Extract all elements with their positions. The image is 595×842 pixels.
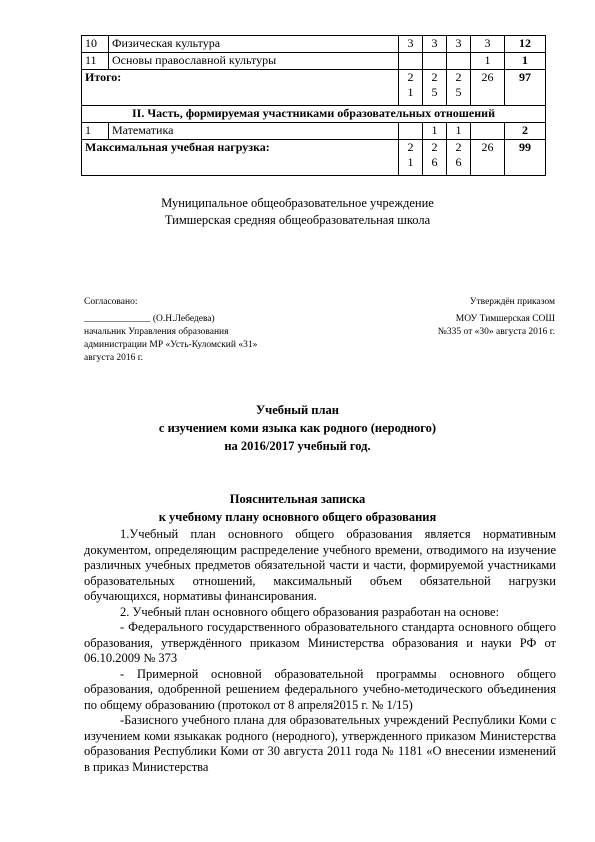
approved-block	[355, 296, 555, 339]
max-col4: 26	[471, 140, 505, 176]
itogo-col1-bottom: 1	[407, 85, 414, 99]
max-col2-bottom: 6	[431, 155, 438, 169]
plan-title-line-3: на 2016/2017 учебный год.	[224, 439, 371, 453]
note-body	[84, 527, 556, 775]
total-hours: 12	[505, 36, 546, 53]
plan-title-line-2: с изучением коми языка как родного (неродного)	[158, 421, 437, 435]
approved-school: МОУ Тимшерская СОШ	[455, 314, 555, 324]
paragraph: 1.Учебный план основного общего образования является нормативным документом, определяющим распределение учебного времени, отводимого на изучение различных учебных предметов обязательной части и части, формируемой участниками образовательных отношений, максимальный объем обязательной нагрузки обучающихся, нормативы финансирования.	[84, 527, 556, 603]
part2-header-row	[82, 106, 546, 123]
max-col3-top: 2	[455, 140, 462, 154]
school-line-1: Муниципальное общеобразовательное учреждение	[161, 196, 434, 210]
max-col3	[447, 140, 471, 176]
curriculum-table	[81, 35, 546, 176]
table-row	[82, 123, 546, 140]
approval-position: начальник Управления образования	[84, 327, 229, 337]
grade-8-hours: 1	[471, 53, 505, 70]
approval-admin: администрации МР «Усть-Куломский «31»	[84, 340, 258, 350]
subject-name: Основы православной культуры	[109, 53, 399, 70]
grade-6-hours	[423, 53, 447, 70]
approval-signature: ______________ (О.Н.Лебедева)	[84, 314, 215, 324]
itogo-col4: 26	[471, 70, 505, 106]
part2-header: II. Часть, формируемая участниками образовательных отношений	[82, 106, 546, 123]
grade-5-hours: 3	[399, 36, 423, 53]
max-col2	[423, 140, 447, 176]
plan-title-line-1: Учебный план	[256, 403, 339, 417]
plan-title	[0, 401, 595, 455]
grade-5-hours	[399, 53, 423, 70]
approved-heading: Утверждён приказом	[469, 297, 555, 307]
grade-7-hours	[447, 53, 471, 70]
paragraph: 2. Учебный план основного общего образования разработан на основе:	[120, 604, 500, 619]
subject-name: Физическая культура	[109, 36, 399, 53]
itogo-row	[82, 70, 546, 106]
row-number: 1	[82, 123, 109, 140]
grade-7-hours: 1	[447, 123, 471, 140]
max-load-label: Максимальная учебная нагрузка:	[82, 140, 399, 176]
grade-8-hours	[471, 123, 505, 140]
row-number: 11	[82, 53, 109, 70]
itogo-col2	[423, 70, 447, 106]
max-total: 99	[505, 140, 546, 176]
paragraph: - Федерального государственного образовательного стандарта основного общего образования, утверждённого приказом Министерства образования и науки РФ от 06.10.2009 № 373	[84, 620, 556, 665]
itogo-col3-bottom: 5	[455, 85, 462, 99]
itogo-col1	[399, 70, 423, 106]
approval-heading: Согласовано:	[84, 297, 138, 307]
max-load-row	[82, 140, 546, 176]
itogo-col3-top: 2	[455, 70, 462, 84]
max-col2-top: 2	[431, 140, 438, 154]
note-title-line-2: к учебному плану основного общего образования	[158, 510, 437, 524]
grade-7-hours: 3	[447, 36, 471, 53]
grade-5-hours	[399, 123, 423, 140]
subject-name: Математика	[109, 123, 399, 140]
note-title-line-1: Пояснительная записка	[229, 492, 366, 506]
itogo-col2-top: 2	[431, 70, 438, 84]
max-col3-bottom: 6	[455, 155, 462, 169]
total-hours: 1	[505, 53, 546, 70]
approval-block	[84, 296, 344, 365]
note-title	[0, 490, 595, 526]
grade-6-hours: 3	[423, 36, 447, 53]
paragraph: -Базисного учебного плана для образовательных учреждений Республики Коми с изучением коми языкакак родного (неродного), утвержденного приказом Министерства образования Республики Коми от 30 августа 2011 года № 1181 «О внесении изменений в приказ Министерства	[84, 713, 556, 774]
row-number: 10	[82, 36, 109, 53]
table-row	[82, 53, 546, 70]
itogo-col1-top: 2	[407, 70, 414, 84]
approval-date: августа 2016 г.	[84, 353, 143, 363]
itogo-col3	[447, 70, 471, 106]
max-col1-bottom: 1	[407, 155, 414, 169]
max-col1-top: 2	[407, 140, 414, 154]
itogo-col2-bottom: 5	[431, 85, 438, 99]
table-row	[82, 36, 546, 53]
max-col1	[399, 140, 423, 176]
itogo-label: Итого:	[82, 70, 399, 106]
itogo-total: 97	[505, 70, 546, 106]
approved-order: №335 от «30» августа 2016 г.	[437, 327, 555, 337]
grade-6-hours: 1	[423, 123, 447, 140]
total-hours: 2	[505, 123, 546, 140]
school-line-2: Тимшерская средняя общеобразовательная школа	[164, 213, 431, 227]
grade-8-hours: 3	[471, 36, 505, 53]
paragraph: - Примерной основной образовательной программы основного общего образования, одобренной решением федерального учебно-методического объединения по общему образованию (протокол от 8 апреля2015 г. № 1/15)	[84, 666, 556, 712]
